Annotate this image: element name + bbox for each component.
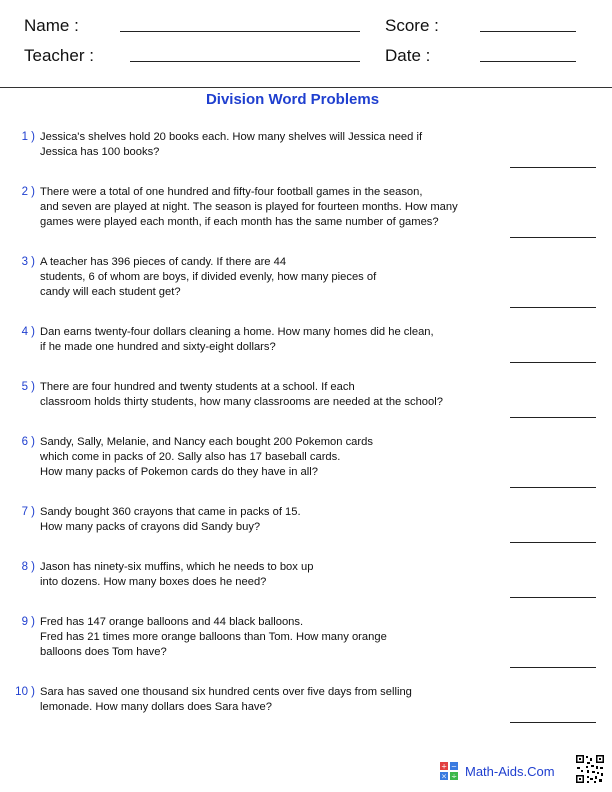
problem-number: 4 ) bbox=[21, 326, 35, 338]
score-field[interactable] bbox=[480, 31, 576, 32]
problem-text-line: Dan earns twenty-four dollars cleaning a home. How many homes did he clean, bbox=[40, 326, 434, 338]
problem-number: 9 ) bbox=[21, 616, 35, 628]
problem-text bbox=[40, 380, 500, 410]
problem-text-line: How many packs of Pokemon cards do they have in all? bbox=[40, 466, 318, 478]
problem-text-line: students, 6 of whom are boys, if divided evenly, how many pieces of bbox=[40, 271, 377, 283]
problem-text-line: There are four hundred and twenty students at a school. If each bbox=[40, 381, 355, 393]
name-label: Name : bbox=[24, 16, 79, 35]
answer-line[interactable] bbox=[510, 722, 596, 723]
teacher-field[interactable] bbox=[130, 61, 360, 62]
answer-line[interactable] bbox=[510, 307, 596, 308]
problem-text-line: Jessica's shelves hold 20 books each. How many shelves will Jessica need if bbox=[40, 131, 423, 143]
problem-text-line: Sandy bought 360 crayons that came in packs of 15. bbox=[40, 506, 301, 518]
problem-text-line: How many packs of crayons did Sandy buy? bbox=[40, 521, 261, 533]
header-divider bbox=[0, 87, 612, 88]
problem-text-line: Fred has 21 times more orange balloons than Tom. How many orange bbox=[40, 631, 387, 643]
problem-text bbox=[40, 685, 500, 715]
problem-text-line: Jessica has 100 books? bbox=[40, 146, 160, 158]
qr-code-icon bbox=[575, 754, 605, 784]
problem-text bbox=[40, 615, 500, 660]
problem-text-line: Sara has saved one thousand six hundred cents over five days from selling bbox=[40, 686, 412, 698]
problem-text bbox=[40, 130, 500, 160]
problem-text bbox=[40, 435, 500, 480]
name-field[interactable] bbox=[120, 31, 360, 32]
svg-text:−: − bbox=[451, 762, 457, 771]
problem-text bbox=[40, 325, 500, 355]
problem-number: 1 ) bbox=[21, 131, 35, 143]
answer-line[interactable] bbox=[510, 362, 596, 363]
problem-text-line: Fred has 147 orange balloons and 44 black balloons. bbox=[40, 616, 304, 628]
date-label: Date : bbox=[385, 46, 431, 65]
problem-text-line: A teacher has 396 pieces of candy. If there are 44 bbox=[40, 256, 287, 268]
problem-number: 2 ) bbox=[21, 186, 35, 198]
svg-text:+: + bbox=[441, 762, 447, 771]
score-label: Score : bbox=[385, 16, 439, 35]
problem-text-line: and seven are played at night. The season is played for fourteen months. How many bbox=[40, 201, 458, 213]
date-field[interactable] bbox=[480, 61, 576, 62]
problem-number: 3 ) bbox=[21, 256, 35, 268]
problem-number: 10 ) bbox=[15, 686, 35, 698]
svg-text:×: × bbox=[441, 772, 447, 780]
worksheet-title: Division Word Problems bbox=[205, 91, 380, 108]
problem-text bbox=[40, 255, 500, 300]
problem-text-line: Sandy, Sally, Melanie, and Nancy each bought 200 Pokemon cards bbox=[40, 436, 373, 448]
problem-text-line: which come in packs of 20. Sally also has 17 baseball cards. bbox=[40, 451, 341, 463]
problem-text bbox=[40, 185, 500, 230]
answer-line[interactable] bbox=[510, 667, 596, 668]
problem-text-line: There were a total of one hundred and fifty-four football games in the season, bbox=[40, 186, 423, 198]
answer-line[interactable] bbox=[510, 417, 596, 418]
problem-text-line: lemonade. How many dollars does Sara have? bbox=[40, 701, 272, 713]
answer-line[interactable] bbox=[510, 487, 596, 488]
problem-text-line: classroom holds thirty students, how many classrooms are needed at the school? bbox=[40, 396, 443, 408]
calculator-logo-icon bbox=[440, 762, 458, 780]
brand-link[interactable]: Math-Aids.Com bbox=[465, 764, 555, 779]
answer-line[interactable] bbox=[510, 167, 596, 168]
problem-number: 8 ) bbox=[21, 561, 35, 573]
problem-text bbox=[40, 560, 500, 590]
problem-number: 6 ) bbox=[21, 436, 35, 448]
problem-text-line: balloons does Tom have? bbox=[40, 646, 167, 658]
teacher-label: Teacher : bbox=[24, 46, 94, 65]
svg-text:÷: ÷ bbox=[451, 772, 457, 780]
problem-text-line: into dozens. How many boxes does he need? bbox=[40, 576, 267, 588]
answer-line[interactable] bbox=[510, 597, 596, 598]
problem-text bbox=[40, 505, 500, 535]
problem-text-line: candy will each student get? bbox=[40, 286, 181, 298]
problem-number: 5 ) bbox=[21, 381, 35, 393]
answer-line[interactable] bbox=[510, 542, 596, 543]
problem-text-line: Jason has ninety-six muffins, which he needs to box up bbox=[40, 561, 314, 573]
problem-number: 7 ) bbox=[21, 506, 35, 518]
problem-text-line: if he made one hundred and sixty-eight dollars? bbox=[40, 341, 276, 353]
problem-text-line: games were played each month, if each month has the same number of games? bbox=[40, 216, 439, 228]
answer-line[interactable] bbox=[510, 237, 596, 238]
